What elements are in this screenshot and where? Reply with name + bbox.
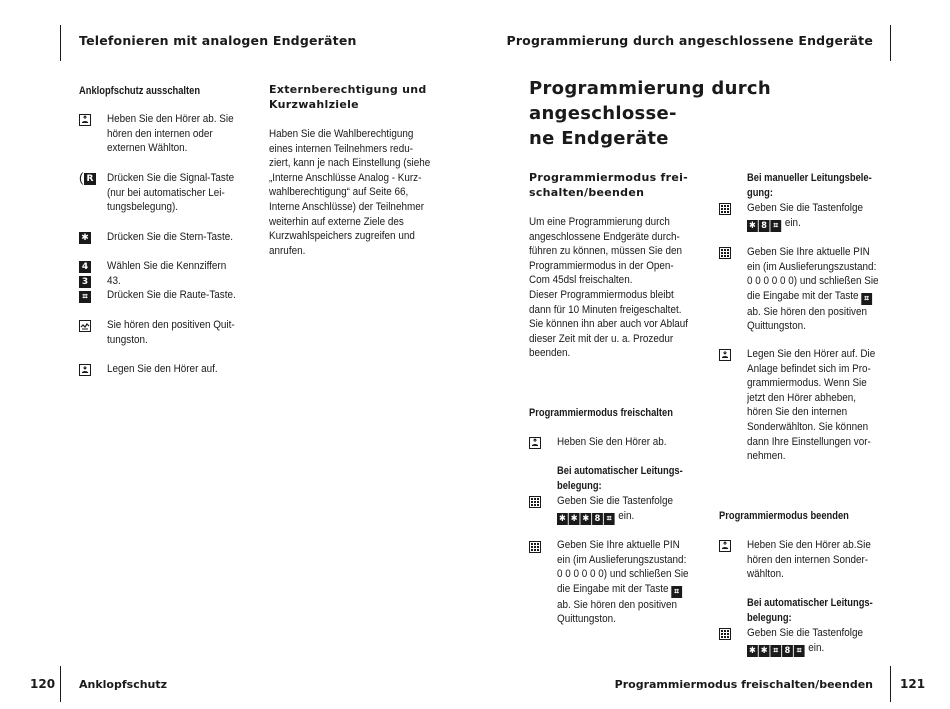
- text-line: ab. Sie hören den positiven: [747, 305, 867, 318]
- text-line: „Interne Anschlüsse Analog - Kurz-: [269, 171, 422, 184]
- text-line: weiterhin auf externe Ziele des: [269, 215, 404, 228]
- page-number-right: 121: [900, 677, 926, 691]
- text-line: Geben Sie die Tastenfolge: [747, 202, 863, 214]
- subtitle-line: schalten/beenden: [529, 186, 645, 199]
- key-sequence: [557, 509, 710, 525]
- text-end: ein.: [808, 641, 825, 654]
- text-line: Dieser Programmiermodus bleibt: [529, 288, 674, 301]
- col3-step1: Heben Sie den Hörer ab.: [557, 436, 667, 448]
- text-line: Interne Anschlüsse) der Teilnehmer: [269, 200, 425, 213]
- text-line: Legen Sie den Hörer auf. Die: [747, 348, 876, 360]
- col1-step2: [107, 171, 251, 215]
- key: ⌗: [770, 220, 781, 232]
- text-line: belegung:: [747, 611, 792, 624]
- heading-line: Externberechtigung und: [269, 83, 427, 96]
- key: ⌗: [770, 645, 781, 657]
- text-line: Anlage befindet sich im Pro-: [747, 362, 871, 375]
- text-end: ein.: [618, 509, 635, 522]
- header-rule-right: [890, 25, 891, 61]
- text-line: Sie können ihn aber auch vor Ablauf: [529, 318, 689, 331]
- text-line: hören den internen oder: [107, 127, 213, 140]
- text-line: Bei manueller Leitungsbele-: [747, 172, 872, 184]
- text-line: (nur bei automatischer Lei-: [107, 186, 225, 199]
- keypad-icon: [529, 541, 541, 553]
- col3-step2: [557, 494, 710, 525]
- text-line-with-key: [747, 289, 891, 305]
- col3-auto-head: [557, 464, 702, 493]
- handset-hangup-icon: [79, 364, 91, 376]
- col3-intro: [529, 215, 691, 361]
- key: ✱: [557, 513, 568, 525]
- text-part: die Eingabe mit der Taste: [747, 289, 859, 302]
- title-line: ne Endgeräte: [529, 128, 669, 149]
- star-key-icon: ✱: [79, 232, 91, 244]
- key: 8: [782, 645, 793, 657]
- header-right-title: Programmierung durch angeschlossene Endgeräte: [506, 33, 873, 48]
- text-line: externen Wählton.: [107, 142, 188, 155]
- text-line: 43.: [107, 274, 121, 287]
- text-line: führen zu können, müssen Sie den: [529, 245, 683, 258]
- text-line: Heben Sie den Hörer ab.Sie: [747, 539, 871, 551]
- text-line: Sie hören den positiven Quit-: [107, 319, 235, 331]
- text-line-with-key: [557, 582, 710, 598]
- col4-step1: [747, 201, 891, 232]
- col4-manual-head: [747, 171, 883, 200]
- text-line: Geben Sie die Tastenfolge: [747, 627, 863, 639]
- text-line: beenden.: [529, 347, 571, 360]
- text-line: nehmen.: [747, 450, 786, 463]
- text-line: gung:: [747, 186, 773, 199]
- title-line: Programmierung durch angeschlosse-: [529, 78, 771, 124]
- hash-key: ⌗: [861, 293, 872, 305]
- col1-heading: Anklopfschutz ausschalten: [79, 85, 201, 97]
- text-line: Heben Sie den Hörer ab. Sie: [107, 113, 234, 125]
- col2-heading: [269, 82, 469, 112]
- confirmation-tone-icon: [79, 320, 91, 332]
- key: ✱: [569, 513, 580, 525]
- text-line: dann Ihre Einstellungen vor-: [747, 435, 871, 448]
- page-number-left: 120: [30, 677, 56, 691]
- text-line: Com 45dsl freischalten.: [529, 274, 633, 287]
- col3-step3: [557, 538, 710, 627]
- text-line: ziert, kann je nach Einstellung (siehe: [269, 157, 431, 170]
- col3-heading-freischalten: Programmiermodus freischalten: [529, 407, 673, 419]
- col1-step7: Legen Sie den Hörer auf.: [107, 363, 218, 375]
- text-line: angeschlossene Endgeräte durch-: [529, 230, 680, 243]
- text-line: Programmiermodus in der Open-: [529, 259, 674, 272]
- col3-subtitle: [529, 170, 709, 200]
- text-line: ein (im Auslieferungszustand:: [557, 553, 687, 566]
- key-3-icon: 3: [79, 276, 91, 288]
- text-line: tungston.: [107, 333, 148, 346]
- col4-auto-head: [747, 596, 883, 625]
- text-line: Quittungston.: [557, 613, 616, 626]
- key: ✱: [580, 513, 591, 525]
- key: ⌗: [794, 645, 805, 657]
- col1-step5: Drücken Sie die Raute-Taste.: [107, 289, 236, 301]
- text-line: Quittungston.: [747, 320, 806, 333]
- text-end: ein.: [784, 216, 801, 229]
- handset-lift-icon: [529, 437, 541, 449]
- key: ⌗: [604, 513, 615, 525]
- text-part: die Eingabe mit der Taste: [557, 582, 669, 595]
- hash-key: ⌗: [671, 586, 682, 598]
- handset-lift-icon: [79, 114, 91, 126]
- text-line: grammiermodus. Wenn Sie: [747, 377, 867, 390]
- text-line: Sonderwählton. Sie können: [747, 420, 869, 433]
- text-line: wählton.: [747, 568, 784, 581]
- text-line: 0 0 0 0 0 0) und schließen Sie: [747, 275, 879, 288]
- col1-step4: [107, 259, 251, 288]
- keypad-icon: [719, 203, 731, 215]
- footer-section-right: Programmiermodus freischalten/beenden: [614, 678, 873, 691]
- col4-step3: [747, 347, 891, 464]
- text-line: 0 0 0 0 0 0) und schließen Sie: [557, 568, 689, 581]
- header-rule-left: [60, 25, 61, 61]
- col2-body: [269, 127, 436, 258]
- footer-rule-right: [890, 666, 891, 702]
- keypad-icon: [719, 247, 731, 259]
- keypad-icon: [529, 496, 541, 508]
- text-line: belegung:: [557, 479, 602, 492]
- text-line: jetzt den Hörer abheben,: [747, 391, 856, 404]
- footer-rule-left: [60, 666, 61, 702]
- col4-step2: [747, 245, 891, 334]
- signal-key-icon: ( R: [79, 172, 99, 186]
- text-line: anrufen.: [269, 244, 306, 257]
- col1-step1: [107, 112, 251, 156]
- hash-key-icon: ⌗: [79, 291, 91, 303]
- key: ✱: [759, 645, 770, 657]
- key: ✱: [747, 220, 758, 232]
- page-title: [529, 76, 889, 151]
- header-left-title: Telefonieren mit analogen Endgeräten: [79, 33, 357, 48]
- text-line: Geben Sie Ihre aktuelle PIN: [747, 246, 870, 258]
- text-line: Geben Sie Ihre aktuelle PIN: [557, 539, 680, 551]
- text-line: Wählen Sie die Kennziffern: [107, 260, 227, 272]
- key: ✱: [747, 645, 758, 657]
- col4-step5: [747, 626, 891, 657]
- text-line: hören den internen Sonder-: [747, 553, 869, 566]
- text-line: Bei automatischer Leitungs-: [747, 597, 873, 609]
- text-line: eines internen Teilnehmers redu-: [269, 142, 413, 155]
- text-line: Kurzwahlspeichers zugreifen und: [269, 230, 415, 243]
- text-line: dieser Zeit mit der u. a. Prozedur: [529, 332, 674, 345]
- handset-hangup-icon: [719, 349, 731, 361]
- key: 8: [759, 220, 770, 232]
- text-line: Geben Sie die Tastenfolge: [557, 495, 673, 507]
- key-sequence: [747, 216, 891, 232]
- key: 8: [592, 513, 603, 525]
- text-line: Um eine Programmierung durch: [529, 216, 670, 228]
- key-sequence: [747, 641, 891, 657]
- handset-lift-icon: [719, 540, 731, 552]
- text-line: ein (im Auslieferungszustand:: [747, 260, 877, 273]
- keypad-icon: [719, 628, 731, 640]
- text-line: dann für 10 Minuten freigeschaltet.: [529, 303, 682, 316]
- text-line: Drücken Sie die Signal-Taste: [107, 172, 235, 184]
- text-line: Haben Sie die Wahlberechtigung: [269, 128, 414, 140]
- text-line: tungsbelegung).: [107, 201, 179, 214]
- col1-step6: [107, 318, 251, 347]
- text-line: hören Sie den internen: [747, 406, 848, 419]
- text-line: wahlberechtigung“ auf Seite 66,: [269, 186, 409, 199]
- subtitle-line: Programmiermodus frei-: [529, 171, 689, 184]
- col4-step4: [747, 538, 891, 582]
- footer-section-left: Anklopfschutz: [79, 678, 168, 691]
- heading-line: Kurzwahlziele: [269, 98, 359, 111]
- text-line: Bei automatischer Leitungs-: [557, 465, 683, 477]
- key-r: R: [84, 173, 96, 185]
- key-4-icon: 4: [79, 261, 91, 273]
- text-line: ab. Sie hören den positiven: [557, 598, 677, 611]
- col4-heading-beenden: Programmiermodus beenden: [719, 510, 849, 522]
- col1-step3: Drücken Sie die Stern-Taste.: [107, 231, 234, 243]
